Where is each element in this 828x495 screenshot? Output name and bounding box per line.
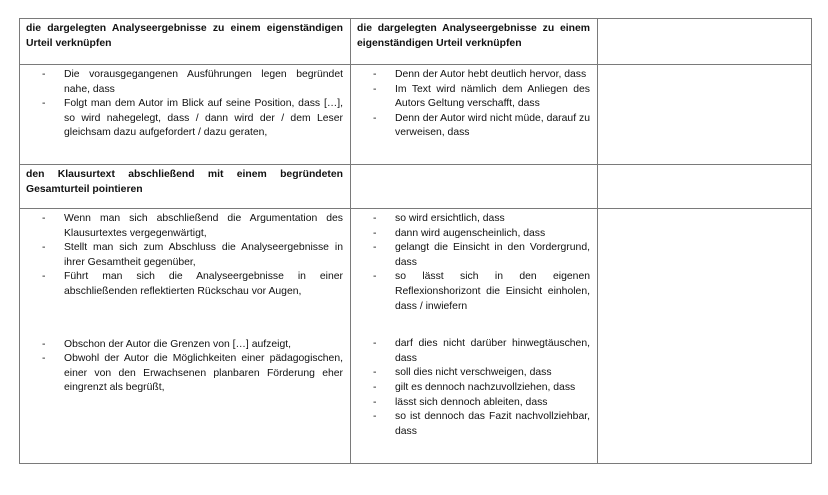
list-item: - dann wird augenscheinlich, dass (357, 227, 590, 242)
row4-col2-cell (351, 209, 598, 464)
row2-col3-empty (598, 65, 812, 165)
list-item: - Folgt man dem Autor im Blick auf seine Position, dass […], so wird nahegelegt, dass / dann wird der / dem Leser gleichsam dazu aufgefordert / dazu geraten, (26, 97, 343, 141)
list-item: - Denn der Autor hebt deutlich hervor, dass (357, 68, 590, 83)
row3-col2-empty (351, 165, 598, 209)
table-row-content-2 (20, 209, 812, 464)
list-item: - Im Text wird nämlich dem Anliegen des Autors Geltung verschafft, dass (357, 83, 590, 112)
row2-col1-list (26, 68, 343, 141)
list-item: - Obschon der Autor die Grenzen von […] aufzeigt, (26, 338, 343, 353)
list-item: - Die vorausgegangenen Ausführungen legen begründet nahe, dass (26, 68, 343, 97)
list-item: - Obwohl der Autor die Möglichkeiten einer pädagogischen, einer von den Erwachsenen planbaren Förderung eher eingrenzt als begrüßt, (26, 352, 343, 396)
row2-col1-cell (20, 65, 351, 165)
list-item: - lässt sich dennoch ableiten, dass (357, 396, 590, 411)
row2-col2-cell (351, 65, 598, 165)
list-item: - Denn der Autor wird nicht müde, darauf zu verweisen, dass (357, 112, 590, 141)
row1-col3-empty (598, 19, 812, 65)
row4-col2-list-b (357, 337, 590, 439)
list-item: - darf dies nicht darüber hinwegtäuschen, dass (357, 337, 590, 366)
table-row-header-1 (20, 19, 812, 65)
row2-col2-list (357, 68, 590, 141)
row1-col1-heading: die dargelegten Analyseergebnisse zu einem eigenständigen Urteil verknüpfen (20, 19, 351, 65)
list-gap (26, 300, 343, 338)
table-row-header-2 (20, 165, 812, 209)
row4-col1-list-a (26, 212, 343, 300)
list-gap (357, 314, 590, 337)
row3-col3-empty (598, 165, 812, 209)
phrase-table (19, 18, 812, 464)
row3-col1-heading: den Klausurtext abschließend mit einem begründeten Gesamturteil pointieren (20, 165, 351, 209)
row4-col1-list-b (26, 338, 343, 396)
list-item: - Führt man sich die Analyseergebnisse in einer abschließenden reflektierten Rückschau vor Augen, (26, 270, 343, 299)
list-item: - so ist dennoch das Fazit nachvollziehbar, dass (357, 410, 590, 439)
table-row-content-1 (20, 65, 812, 165)
list-item: - so wird ersichtlich, dass (357, 212, 590, 227)
list-item: - gilt es dennoch nachzuvollziehen, dass (357, 381, 590, 396)
list-item: - so lässt sich in den eigenen Reflexionshorizont die Einsicht einholen, dass / inwiefern (357, 270, 590, 314)
row1-col2-heading: die dargelegten Analyseergebnisse zu einem eigenständigen Urteil verknüpfen (351, 19, 598, 65)
list-item: - soll dies nicht verschweigen, dass (357, 366, 590, 381)
row4-col2-list-a (357, 212, 590, 314)
list-item: - gelangt die Einsicht in den Vordergrund, dass (357, 241, 590, 270)
row4-col3-empty (598, 209, 812, 464)
list-item: - Wenn man sich abschließend die Argumentation des Klausurtextes vergegenwärtigt, (26, 212, 343, 241)
row4-col1-cell (20, 209, 351, 464)
list-item: - Stellt man sich zum Abschluss die Analyseergebnisse in ihrer Gesamtheit gegenüber, (26, 241, 343, 270)
